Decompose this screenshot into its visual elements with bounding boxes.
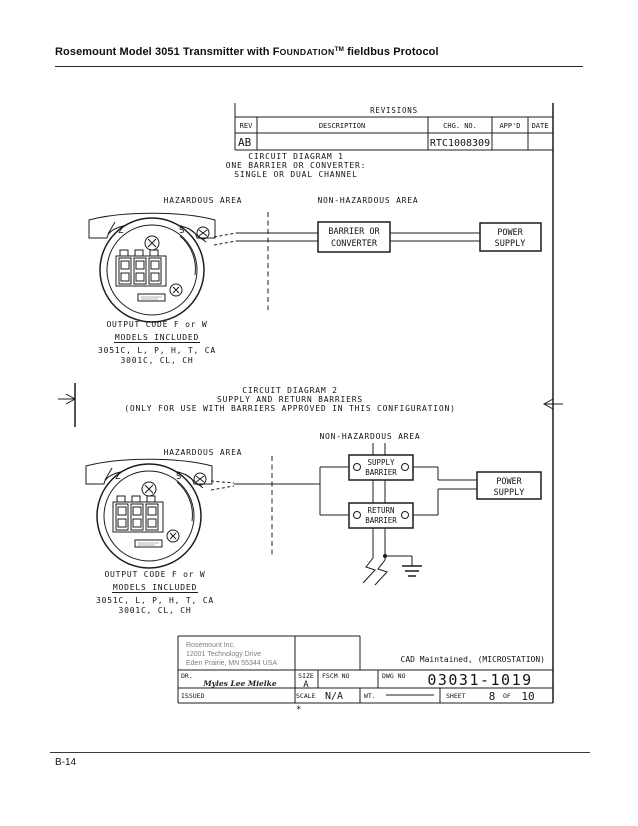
models-line2-1: 3001C, CL, CH xyxy=(120,356,194,365)
sheet-label: SHEET xyxy=(446,692,466,700)
circuit-diagram-1 xyxy=(89,152,541,365)
col-rev: REV xyxy=(239,122,253,130)
company-name: Rosemount Inc. xyxy=(186,642,236,649)
diagram2-non-hazardous-label: NON-HAZARDOUS AREA xyxy=(319,432,421,441)
size-value: A xyxy=(303,680,309,690)
diagram1-output-code xyxy=(98,320,216,365)
transmitter-drawing-2 xyxy=(86,459,212,568)
title-block xyxy=(178,636,553,715)
power-supply2-line2: SUPPLY xyxy=(493,488,525,498)
barrier-box-line1: BARRIER OR xyxy=(328,227,380,237)
drafter-signature: Myles Lee Mielke xyxy=(203,679,277,688)
header-brand-initial: F xyxy=(272,46,280,58)
power-supply2-line1: POWER xyxy=(496,477,522,487)
diagram2-output-code xyxy=(96,570,214,615)
diagram1-title-line3: SINGLE OR DUAL CHANNEL xyxy=(234,170,358,179)
page-number: B-14 xyxy=(55,757,77,768)
wt-label: WT. xyxy=(364,692,376,700)
scale-note: * xyxy=(296,705,302,715)
size-label: SIZE xyxy=(298,672,314,680)
col-description: DESCRIPTION xyxy=(318,122,366,130)
supply-left-terminal xyxy=(354,464,361,471)
header-brand-rest: OUNDATION xyxy=(279,47,335,57)
sheet-of-label: OF xyxy=(503,692,511,700)
diagram2-title-line3: (ONLY FOR USE WITH BARRIERS APPROVED IN THIS CONFIGURATION) xyxy=(124,404,456,413)
models-line1-1: 3051C, L, P, H, T, CA xyxy=(98,346,216,355)
output-code-2: OUTPUT CODE F or W xyxy=(104,570,206,579)
diagram2-wires xyxy=(211,443,477,560)
col-chg-no: CHG. NO. xyxy=(443,122,477,130)
models-line1-2: 3051C, L, P, H, T, CA xyxy=(96,596,214,605)
dr-label: DR. xyxy=(181,672,193,680)
circuit-diagram-2 xyxy=(86,386,541,615)
output-code-1: OUTPUT CODE F or W xyxy=(106,320,208,329)
dwg-label: DWG NO xyxy=(382,672,406,680)
sheet-total: 10 xyxy=(521,690,535,703)
supply-barrier-line1: SUPPLY xyxy=(367,458,395,467)
sheet-number: 8 xyxy=(488,690,496,703)
return-barrier-line2: BARRIER xyxy=(365,516,397,525)
barrier-box-line2: CONVERTER xyxy=(330,239,378,249)
header-trademark: TM xyxy=(334,46,344,53)
models-line2-2: 3001C, CL, CH xyxy=(118,606,192,615)
revisions-table xyxy=(235,103,553,150)
fscm-label: FSCM NO xyxy=(322,672,350,680)
dwg-number: 03031-1019 xyxy=(427,671,533,689)
company-city: Eden Prairie, MN 55344 USA xyxy=(186,660,278,667)
diagram1-non-hazardous-label: NON-HAZARDOUS AREA xyxy=(317,196,419,205)
models-heading-2: MODELS INCLUDED xyxy=(112,583,198,592)
header-title-suffix: fieldbus Protocol xyxy=(343,46,439,58)
power-supply1-line1: POWER xyxy=(497,228,523,238)
col-appd: APP'D xyxy=(499,122,521,130)
company-address: 12001 Technology Drive xyxy=(186,651,261,658)
scale-value: N/A xyxy=(324,691,344,702)
supply-right-terminal xyxy=(402,464,409,471)
issued-label: ISSUED xyxy=(181,692,205,700)
diagram1-hazardous-label: HAZARDOUS AREA xyxy=(163,196,243,205)
diagram1-title-line2: ONE BARRIER OR CONVERTER: xyxy=(225,161,367,170)
col-date: DATE xyxy=(531,122,549,130)
diagram2-title-line1: CIRCUIT DIAGRAM 2 xyxy=(242,386,338,395)
header-title-prefix: Rosemount Model 3051 Transmitter with xyxy=(55,46,273,58)
return-left-terminal xyxy=(354,512,361,519)
models-heading-1: MODELS INCLUDED xyxy=(114,333,200,342)
chg-no-value: RTC1008309 xyxy=(429,138,491,149)
cad-note: CAD Maintained, (MICROSTATION) xyxy=(400,655,545,664)
rev-value: AB xyxy=(238,136,252,149)
diagram2-hazardous-label: HAZARDOUS AREA xyxy=(163,448,243,457)
return-right-terminal xyxy=(402,512,409,519)
ground-connection xyxy=(363,554,422,585)
transmitter-drawing-1 xyxy=(89,213,215,322)
return-barrier-line1: RETURN xyxy=(367,506,395,515)
wire-break-icon xyxy=(363,558,375,583)
scale-label: SCALE xyxy=(296,692,316,700)
supply-barrier-line2: BARRIER xyxy=(365,468,397,477)
diagram1-title-line1: CIRCUIT DIAGRAM 1 xyxy=(248,152,344,161)
diagram2-title-line2: SUPPLY AND RETURN BARRIERS xyxy=(216,395,364,404)
power-supply1-line2: SUPPLY xyxy=(494,239,526,249)
revisions-title: REVISIONS xyxy=(370,106,418,115)
